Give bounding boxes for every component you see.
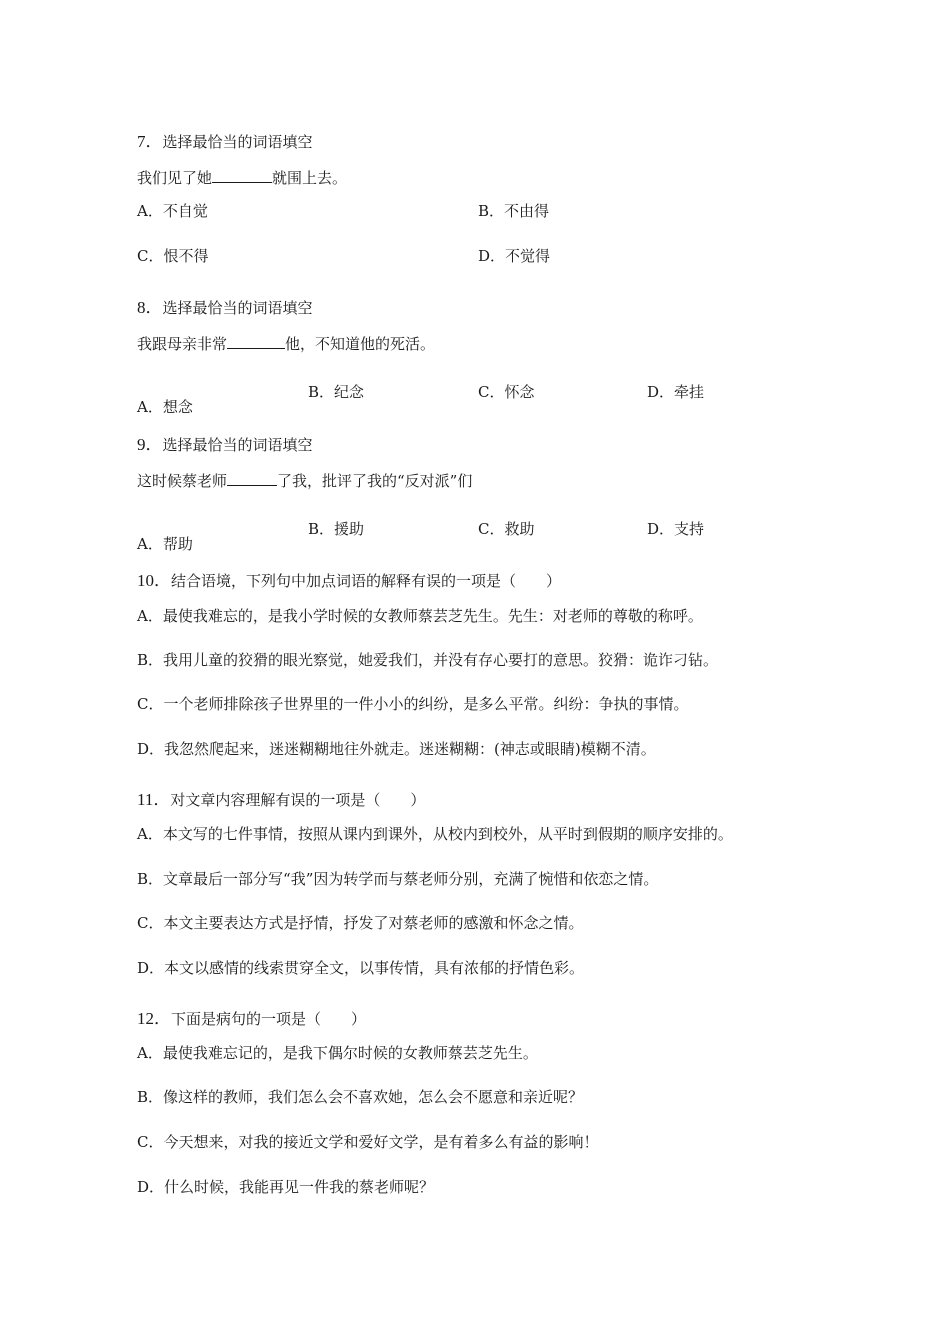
question-12-option-a[interactable]: A．最使我难忘记的，是我下偶尔时候的女教师蔡芸芝先生。 xyxy=(137,1044,538,1062)
question-prompt: 下面是病句的一项是（ ） xyxy=(171,1010,367,1028)
question-prompt: 选择最恰当的词语填空 xyxy=(162,133,313,151)
question-10-option-d[interactable]: D．我忽然爬起来，迷迷糊糊地往外就走。迷迷糊糊：(神志或眼睛)模糊不清。 xyxy=(137,740,656,758)
question-10-option-a[interactable]: A．最使我难忘的，是我小学时候的女教师蔡芸芝先生。先生：对老师的尊敬的称呼。 xyxy=(137,607,703,625)
stem-after: 了我，批评了我的“反对派”们 xyxy=(277,472,473,490)
question-12-option-d[interactable]: D．什么时候，我能再见一件我的蔡老师呢？ xyxy=(137,1178,435,1196)
question-number: 8． xyxy=(137,298,163,317)
question-9-option-b[interactable]: B．援助 xyxy=(308,520,365,538)
question-number: 9． xyxy=(137,435,163,454)
fill-blank xyxy=(227,333,285,349)
question-12-option-b[interactable]: B．像这样的教师，我们怎么会不喜欢她，怎么会不愿意和亲近呢？ xyxy=(137,1088,584,1106)
stem-before: 我跟母亲非常 xyxy=(137,335,228,353)
question-prompt: 选择最恰当的词语填空 xyxy=(162,436,313,454)
question-9-option-d[interactable]: D．支持 xyxy=(647,520,705,538)
question-8-option-d[interactable]: D．牵挂 xyxy=(647,383,705,401)
question-prompt: 结合语境，下列句中加点词语的解释有误的一项是（ ） xyxy=(171,572,562,590)
fill-blank xyxy=(212,167,272,183)
question-number: 12． xyxy=(137,1009,171,1028)
question-9-option-c[interactable]: C．救助 xyxy=(478,520,535,538)
question-12-option-c[interactable]: C．今天想来，对我的接近文学和爱好文学，是有着多么有益的影响！ xyxy=(137,1133,599,1151)
question-7-title xyxy=(137,132,313,152)
question-8-option-b[interactable]: B．纪念 xyxy=(308,383,365,401)
question-number: 10． xyxy=(137,571,171,590)
stem-before: 这时候蔡老师 xyxy=(137,472,228,490)
question-8-title xyxy=(137,298,313,318)
question-8-stem xyxy=(137,333,435,354)
question-7-option-b[interactable]: B．不由得 xyxy=(478,202,550,220)
question-prompt: 对文章内容理解有误的一项是（ ） xyxy=(170,791,426,809)
question-number: 7． xyxy=(137,132,163,151)
question-11-option-a[interactable]: A．本文写的七件事情，按照从课内到课外，从校内到校外，从平时到假期的顺序安排的。 xyxy=(137,825,733,843)
question-7-option-c[interactable]: C．恨不得 xyxy=(137,247,209,265)
question-10-option-b[interactable]: B．我用儿童的狡猾的眼光察觉，她爱我们，并没有存心要打的意思。狡猾：诡诈刁钻。 xyxy=(137,651,719,669)
question-10-option-c[interactable]: C．一个老师排除孩子世界里的一件小小的纠纷，是多么平常。纠纷：争执的事情。 xyxy=(137,695,689,713)
stem-before: 我们见了她 xyxy=(137,169,213,187)
question-10-title xyxy=(137,571,561,591)
question-9-option-a[interactable]: A．帮助 xyxy=(137,535,193,553)
question-9-stem xyxy=(137,470,472,491)
fill-blank xyxy=(227,470,277,486)
question-11-title xyxy=(137,790,425,810)
stem-after: 就围上去。 xyxy=(272,169,348,187)
question-number: 11． xyxy=(137,790,171,809)
question-7-option-a[interactable]: A．不自觉 xyxy=(137,202,208,220)
question-8-option-a[interactable]: A．想念 xyxy=(137,398,193,416)
question-9-title xyxy=(137,435,313,455)
question-12-title xyxy=(137,1009,366,1029)
question-8-option-c[interactable]: C．怀念 xyxy=(478,383,535,401)
question-11-option-d[interactable]: D．本文以感情的线索贯穿全文，以事传情，具有浓郁的抒情色彩。 xyxy=(137,959,585,977)
question-11-option-b[interactable]: B．文章最后一部分写“我”因为转学而与蔡老师分别，充满了惋惜和依恋之情。 xyxy=(137,870,659,888)
question-7-stem xyxy=(137,167,347,188)
question-prompt: 选择最恰当的词语填空 xyxy=(162,299,313,317)
question-7-option-d[interactable]: D．不觉得 xyxy=(478,247,551,265)
question-11-option-c[interactable]: C．本文主要表达方式是抒情，抒发了对蔡老师的感激和怀念之情。 xyxy=(137,914,584,932)
stem-after: 他，不知道他的死活。 xyxy=(285,335,436,353)
